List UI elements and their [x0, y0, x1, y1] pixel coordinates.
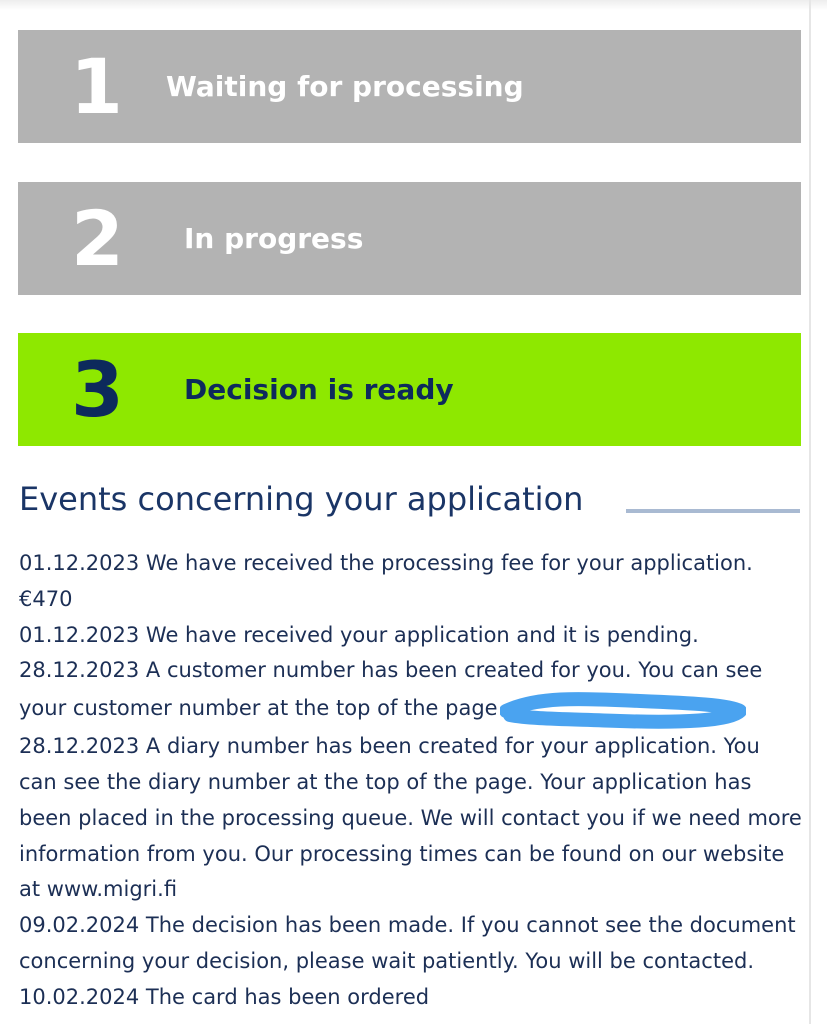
- title-underline: [626, 509, 800, 513]
- status-step-in-progress: [18, 182, 801, 295]
- event-text: 28.12.2023 A customer number has been created for you. You can see your customer number at the top of the page: [19, 658, 763, 721]
- step-number: 1: [70, 42, 123, 131]
- step-label: Decision is ready: [184, 373, 454, 406]
- events-list: [19, 546, 804, 1016]
- step-label: Waiting for processing: [166, 70, 524, 103]
- redaction-scribble: [500, 689, 746, 729]
- top-shadow: [0, 0, 827, 10]
- events-section-title: Events concerning your application: [19, 480, 584, 518]
- page-edge-divider: [809, 0, 811, 1024]
- event-item: 01.12.2023 We have received your application and it is pending.: [19, 622, 699, 647]
- step-number: 3: [71, 345, 124, 434]
- event-item: 09.02.2024 The decision has been made. If you cannot see the document concerning your decision, please wait patiently. You will be contacted.: [19, 913, 796, 973]
- event-item: [19, 653, 804, 729]
- event-item: 28.12.2023 A diary number has been created for your application. You can see the diary number at the top of the page. Your application has been placed in the processing queue. We will contact you if we need more information from you. Our processing times can be found on our website at www.migri.fi: [19, 734, 802, 902]
- event-item: 01.12.2023 We have received the processing fee for your application. €470: [19, 551, 753, 611]
- step-number: 2: [71, 194, 124, 283]
- step-label: In progress: [184, 222, 364, 255]
- status-step-decision-ready: [18, 333, 801, 446]
- event-item: 10.02.2024 The card has been ordered: [19, 984, 430, 1009]
- status-step-waiting: [18, 30, 801, 143]
